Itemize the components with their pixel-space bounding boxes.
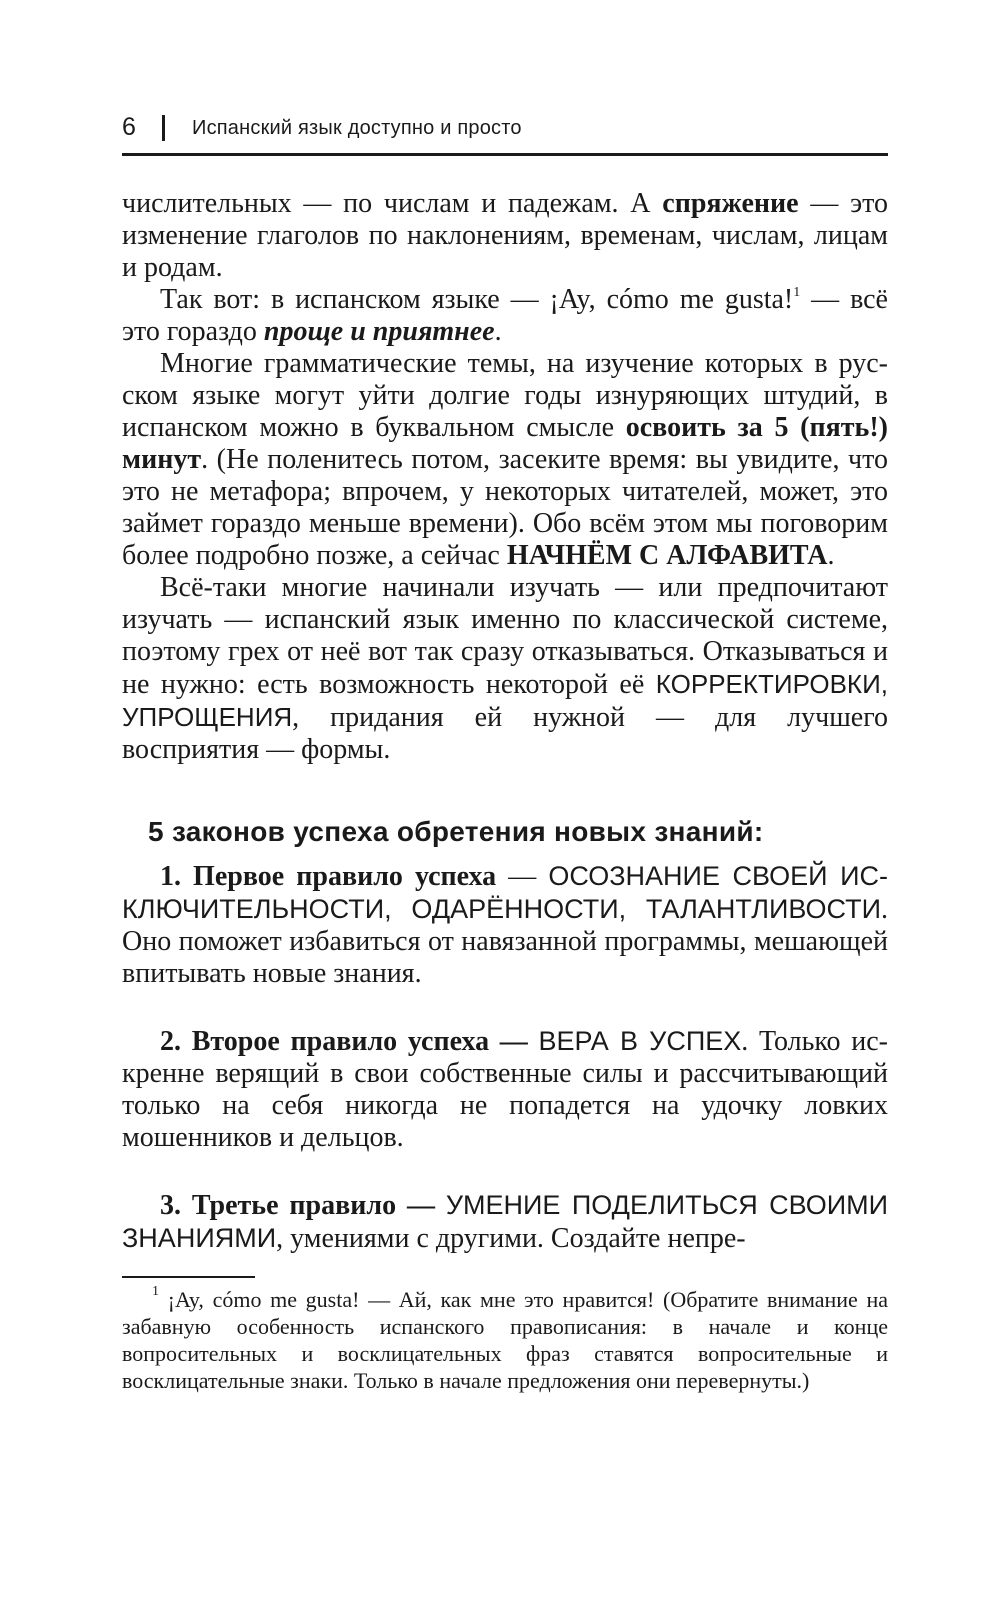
text-run: — всё это гораздо	[122, 284, 888, 347]
text-run: — это изменение глаголов по наклонениям, временам, числам, лицам и родам.	[122, 188, 888, 283]
bold-term: спряжение	[662, 188, 799, 219]
text-run: .	[827, 540, 835, 571]
rules-list	[122, 860, 888, 1290]
rule-3	[122, 1189, 888, 1255]
rule-caps: ВЕРА В УСПЕХ	[538, 1026, 742, 1056]
text-run: Так вот: в испанском языке — ¡Ay, cómo me gusta!	[160, 284, 794, 315]
footnote-text: ¡Ay, cómo me gusta! — Ай, как мне это нравится! (Обратите внимание на забавную особенность испанского правописания: в начале и конце вопросительных и восклицательных фраз ставятся вопросительные и восклицательные знаки. Только в начале предложения они перевернуты.)	[122, 1287, 888, 1393]
text-run	[435, 1190, 446, 1221]
paragraph-3	[122, 348, 888, 572]
rule-lead: 3. Третье правило —	[160, 1190, 435, 1221]
running-title: Испанский язык доступно и просто	[192, 117, 522, 139]
sans-caps-phrase: КОРРЕКТИРОВКИ, УПРОЩЕНИЯ	[122, 669, 888, 732]
rule-lead: 2. Второе правило успеха —	[160, 1026, 528, 1057]
header-separator	[162, 115, 165, 141]
text-run: . Только искренне верящий в свои собственные силы и рассчитывающий только на себя никогда не попадется на удочку ловких мошенников и дельцов.	[122, 1026, 888, 1153]
text-run: , умениями с другими. Создайте непре-	[276, 1223, 746, 1254]
rule-2	[122, 1025, 888, 1154]
paragraph-1	[122, 188, 888, 284]
bold-italic-phrase: проще и приятнее	[263, 316, 495, 347]
paragraph-2	[122, 284, 888, 348]
body-text	[122, 188, 888, 766]
bold-phrase: освоить за 5 (пять!) минут	[122, 412, 888, 475]
rule-lead: 1. Первое правило успеха	[160, 861, 497, 892]
rule-1	[122, 860, 888, 990]
footnote-ref: 1	[793, 285, 801, 300]
text-run: .	[494, 316, 502, 347]
page-number: 6	[122, 113, 136, 141]
rule-caps: ОСОЗНАНИЕ СВОЕЙ ИСКЛЮЧИТЕЛЬНОСТИ, ОДАРЁННОСТИ, ТАЛАНТЛИВОСТИ	[122, 861, 889, 924]
paragraph-4	[122, 572, 888, 766]
rule-caps: УМЕНИЕ ПОДЕЛИТЬСЯ СВОИМИ ЗНАНИЯМИ	[122, 1190, 889, 1253]
bold-caps-phrase: НАЧНЁМ С АЛФАВИТА	[506, 540, 828, 571]
text-run: . Оно поможет избавиться от навязанной программы, мешающей впитывать новые знания.	[122, 894, 888, 989]
text-run: —	[496, 861, 549, 892]
running-header	[122, 111, 888, 156]
text-run	[528, 1026, 539, 1057]
footnote-separator	[122, 1276, 255, 1278]
text-run: Всё-таки многие начинали изучать — или предпочитают изучать — испанский язык именно по классической системе, поэтому грех от неё вот так сразу отказываться. Отказываться и не нужно: есть возможность некоторой её	[122, 572, 888, 700]
text-run: . (Не поленитесь потом, засеките время: вы увидите, что это не метафора; впрочем, у некоторых читателей, может, это займет гораздо меньше времени). Обо всём этом мы поговорим более подробно позже, а сейчас	[122, 444, 888, 571]
text-run: числительных — по числам и падежам. А	[122, 188, 663, 219]
footnote-marker: 1	[152, 1284, 159, 1299]
text-run: Многие грамматические темы, на изучение которых в русском языке могут уйти долгие годы изнуряющих штудий, в испанском можно в буквальном смысле	[122, 348, 888, 443]
footnote-1	[122, 1286, 888, 1394]
text-run: , придания ей нужной — для лучшего восприятия — формы.	[122, 702, 888, 765]
section-heading: 5 законов успеха обретения новых знаний:	[148, 816, 764, 847]
footnote	[122, 1286, 888, 1394]
